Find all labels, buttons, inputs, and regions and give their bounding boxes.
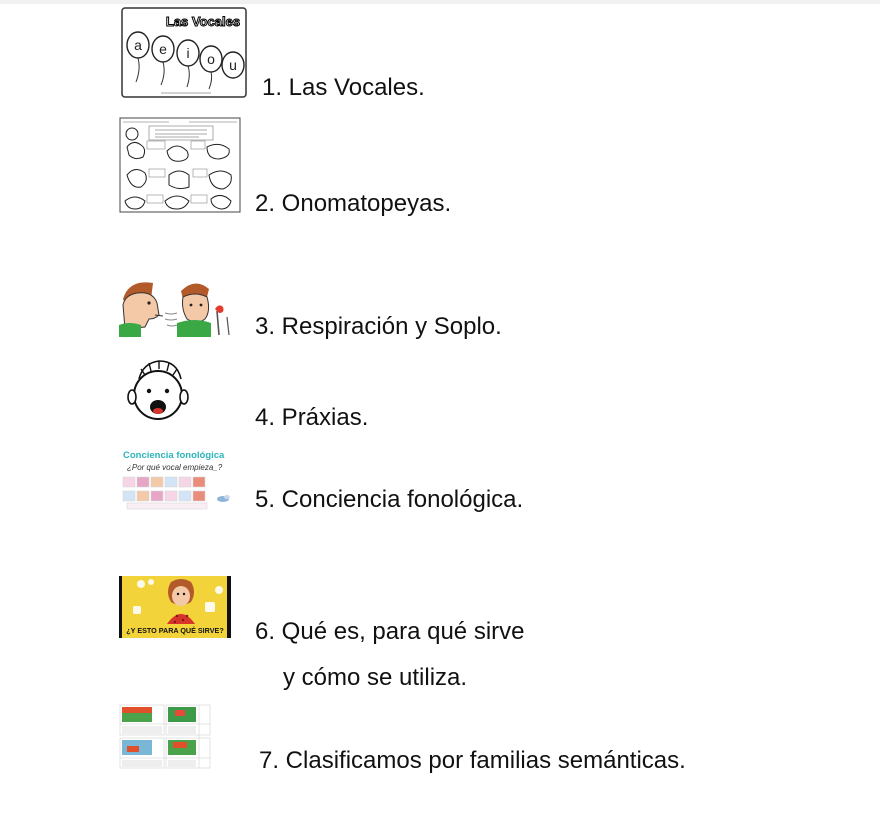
vowel-u: u	[229, 57, 237, 73]
conciencia-thumb-title: Conciencia fonológica	[123, 450, 225, 461]
vocales-thumbnail	[121, 7, 247, 98]
item-2-label: 2. Onomatopeyas.	[255, 190, 452, 217]
item-1-label: 1. Las Vocales.	[262, 74, 425, 101]
item-4-label: 4. Práxias.	[255, 404, 369, 431]
vowel-o: o	[207, 51, 215, 67]
item-3-label: 3. Respiración y Soplo.	[255, 313, 502, 340]
familias-semanticas-thumbnail	[119, 704, 211, 770]
que-es-thumb-caption: ¿Y ESTO PARA QUÉ SIRVE?	[126, 626, 224, 635]
conciencia-fonologica-thumbnail	[119, 449, 237, 513]
respiracion-soplo-thumbnail	[119, 277, 237, 337]
item-7-label: 7. Clasificamos por familias semánticas.	[259, 747, 686, 774]
conciencia-thumb-subtitle: ¿Por qué vocal empieza_?	[127, 463, 223, 472]
vowel-a: a	[134, 37, 142, 53]
que-es-thumbnail	[119, 576, 231, 638]
item-6-label-line2: y cómo se utiliza.	[283, 664, 468, 691]
vocales-thumb-title: Las Vocales	[165, 14, 241, 29]
vowel-i: i	[186, 45, 190, 61]
praxias-thumbnail	[127, 357, 189, 423]
item-6-label-line1: 6. Qué es, para qué sirve	[255, 618, 525, 645]
top-strip	[0, 0, 880, 4]
onomatopeyas-thumbnail	[119, 117, 241, 213]
vowel-e: e	[159, 41, 167, 57]
item-5-label: 5. Conciencia fonológica.	[255, 486, 524, 513]
